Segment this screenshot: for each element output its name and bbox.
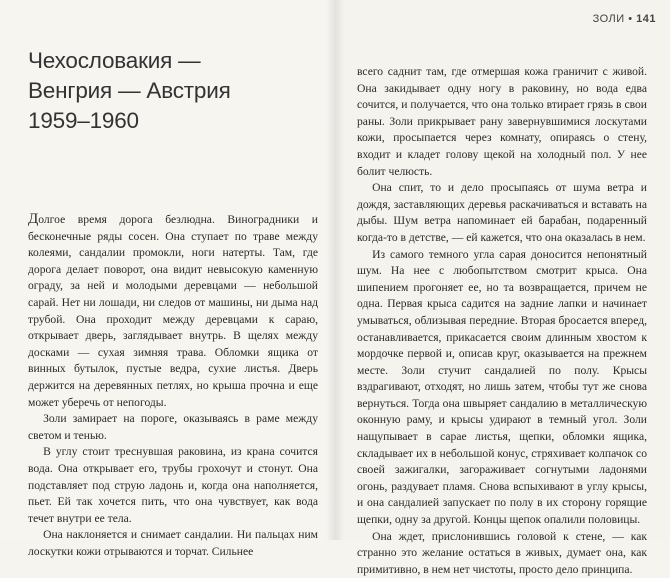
right-page bbox=[335, 0, 670, 576]
paragraph: Из самого темного угла сарая доносится непонятный шум. На нее с любопытством смотрит крыса. Она шипением прогоняет ее, но та возвращается, причем не одна. Первая крыса садится на задние лапки и начинает умываться, облизывая передние. Вторая бросается вперед, останавливается, прикасается своим длинным хвостом к мордочке первой и, описав круг, оказывается на прежнем месте. Золи стучит сандалией по полу. Крысы вздрагивают, отходят, но лишь затем, чтобы тут же снова вернуться. Тогда она швыряет сандалию в металлическую оконную раму, и крысы удирают в темный угол. Золи нащупывает в сарае листья, щепки, обломки ящика, складывает их в небольшой конус, стряхивает колпачок со своей зажигалки, загораживает согнутыми ладонями огонь, раздувает пламя. Снова вспыхивают в углу крысы, и она сандалией запускает по полу в их сторону горящие щепки, одну за другой. Концы щепок опалили половицы. bbox=[357, 247, 647, 527]
drop-letter: Д bbox=[28, 211, 39, 227]
chapter-title bbox=[28, 46, 318, 136]
running-head bbox=[593, 13, 656, 25]
chapter-title-line: Венгрия — Австрия bbox=[28, 78, 231, 103]
paragraph: Она спит, то и дело просыпаясь от шума ветра и дождя, заставляющих деревья раскачиваться и вставать на дыбы. Шум ветра напоминает ей барабан, подаренный когда-то в детстве, — ей кажется, что она оказалась в нем. bbox=[357, 181, 647, 244]
running-head-separator: • bbox=[628, 13, 633, 25]
paragraph: Золи замирает на пороге, оказываясь в раме между светом и тенью. bbox=[28, 412, 318, 442]
left-page bbox=[0, 0, 335, 558]
paragraph: Она ждет, прислонившись головой к стене, — как странно это желание остаться в живых, думает она, как примитивно, в нем нет чистоты, просто дело принципа. bbox=[357, 529, 647, 576]
book-gutter bbox=[326, 0, 344, 540]
paragraph bbox=[28, 211, 318, 411]
chapter-title-line: Чехословакия — bbox=[28, 48, 201, 73]
running-head-title: ЗОЛИ bbox=[592, 13, 625, 25]
paragraph: всего саднит там, где отмершая кожа граничит с живой. Она закидывает одну ногу в раковину, но вода едва сочится, и получается, что она только втирает грязь в свои раны. Золи прикрывает рану завернувшимися лоскутами кожи, просыпается через комнату, опираясь о стену, входит и кладет голову щекой на холодный пол. У нее болит челюсть. bbox=[357, 65, 647, 178]
page-number: 141 bbox=[636, 13, 656, 25]
paragraph: В углу стоит треснувшая раковина, из крана сочится вода. Она открывает его, трубы грохочут и стонут. Она подставляет под струю ладонь и, когда она наполняется, пьет. Ей так хочется пить, что она чувствует, как вода течет внутри ее тела. bbox=[28, 445, 318, 525]
right-body-text bbox=[357, 64, 647, 578]
paragraph-text: олгое время дорога безлюдна. Виноградники и бесконечные ряды сосен. Она ступает по траве между колеями, сандалии промокли, ноги натерты. Там, где дорога делает поворот, она видит невысокую каменную ограду, за ней и молодыми деревцами — небольшой сарай. Нет ни лошади, ни следов от машины, ни дыма над трубой. Она проходит между деревцами к сараю, открывает дверь, заглядывает внутрь. В щелях между досками — сухая зимняя трава. Обломки ящика от винных бутылок, пустые ведра, сухие листья. Дверь держится на деревянных петлях, но крыша прочна и еще может уберечь от непогоды. bbox=[28, 213, 318, 409]
paragraph: Она наклоняется и снимает сандалии. Ни пальцах ним лоскутки кожи отрываются и торчат. Сильнее bbox=[28, 528, 318, 558]
chapter-title-line: 1959–1960 bbox=[28, 108, 139, 133]
left-body-text bbox=[28, 211, 318, 560]
